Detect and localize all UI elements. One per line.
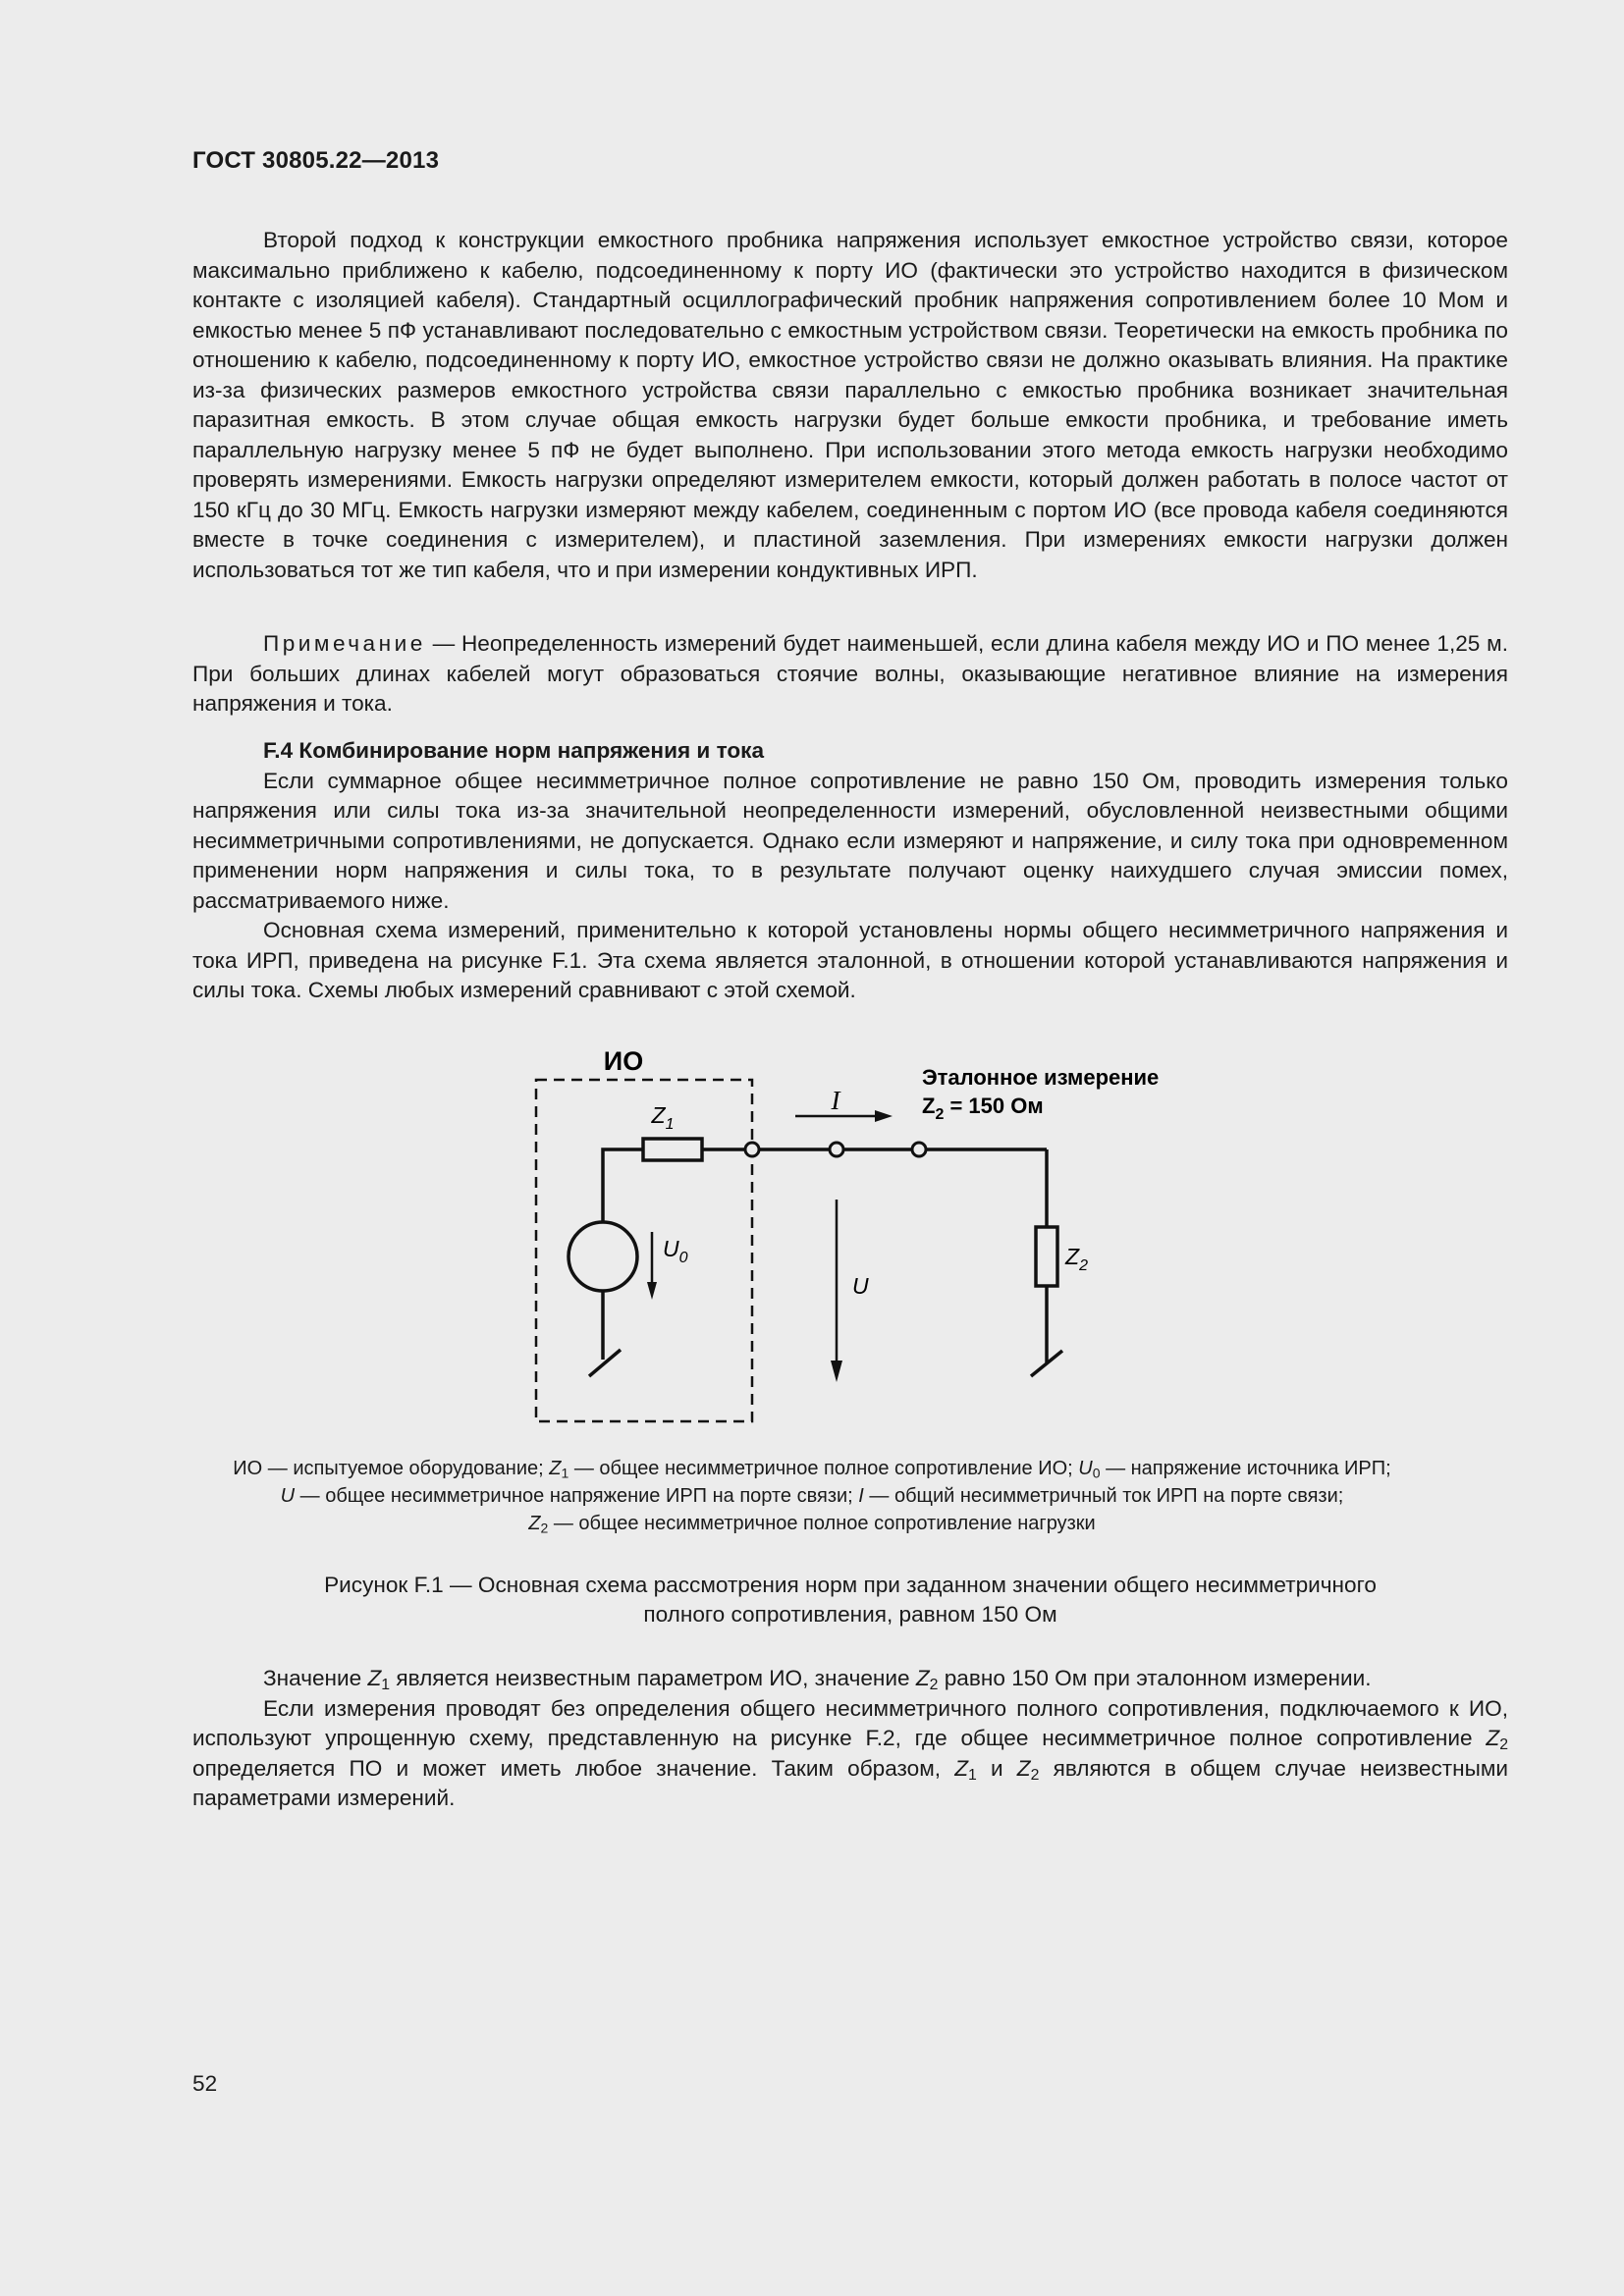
source-wire <box>603 1149 643 1222</box>
document-header: ГОСТ 30805.22—2013 <box>192 147 440 174</box>
note-label: Примечание <box>263 631 426 656</box>
note-text: — Неопределенность измерений будет наименьшей, если длина кабеля между ИО и ПО менее 1,25 м. При больших длинах кабелей могут образоваться стоячие волны, оказывающие негативное влияние на измерения напряжения и тока. <box>192 631 1508 716</box>
legend-line-1: ИО — испытуемое оборудование; $Z_1$ — общее несимметричное полное сопротивление ИО; $U_0$ — напряжение источника ИРП; <box>233 1458 1391 1481</box>
section-paragraph-1: Если суммарное общее несимметричное полное сопротивление не равно 150 Ом, проводить измерения только напряжения или силы тока из-за значительной неопределенности измерений, обусловленной неизвестными общими несимметричными сопротивлениями, не допускается. Однако если измеряют и напряжение, и силу тока при одновременном применении норм напряжения и силы тока, то в результате получают оценку наихудшего случая эмиссии помех, рассматриваемого ниже. <box>192 768 1508 913</box>
section-paragraph-2: Основная схема измерений, применительно к которой установлены нормы общего несимметричного напряжения и тока ИРП, приведена на рисунке F.1. Эта схема является эталонной, в отношении которой устанавливаются напряжения и силы тока. Схемы любых измерений сравнивают с этой схемой. <box>192 918 1508 1002</box>
circuit-diagram <box>0 1031 1624 1443</box>
section-f4 <box>192 736 1508 1006</box>
node-terminal-1 <box>830 1143 843 1156</box>
paragraph-capacitive-probe: Второй подход к конструкции емкостного пробника напряжения использует емкостное устройство связи, которое максимально приближено к кабелю, подсоединенному к порту ИО (фактически это устройство находится в физическом контакте с изоляцией кабеля). Стандартный осциллографический пробник напряжения сопротивлением более 10 Мом и емкостью менее 5 пФ устанавливают последовательно с емкостным устройством связи. Теоретически на емкость пробника по отношению к кабелю, подсоединенному к порту ИО, емкостное устройство связи не должно оказывать влияния. На практике из-за физических размеров емкостного устройства связи параллельно с емкостью пробника возникает значительная паразитная емкость. В этом случае общая емкость нагрузки будет больше емкости пробника, и требование иметь параллельную нагрузку менее 5 пФ не будет выполнено. При использовании этого метода емкость нагрузки необходимо проверять измерениями. Емкость нагрузки определяют измерителем емкости, который должен работать в полосе частот от 150 кГц до 30 МГц. Емкость нагрузки измеряют между кабелем, соединенным с портом ИО (все провода кабеля соединяются вместе в точке соединения с измерителем), и пластиной заземления. При измерениях емкости нагрузки должен использоваться тот же тип кабеля, что и при измерении кондуктивных ИРП. <box>192 228 1508 582</box>
z2-resistor <box>1036 1227 1057 1286</box>
closing-paragraphs <box>192 1664 1508 1814</box>
reference-value: $Z_2 = 150$ Ом <box>922 1094 1044 1123</box>
reference-title: Эталонное измерение <box>922 1065 1160 1090</box>
u0-arrowhead-icon <box>647 1282 657 1300</box>
source-ground-icon <box>589 1350 621 1376</box>
u0-label: $U_0$ <box>663 1236 688 1266</box>
figure-legend <box>147 1455 1477 1537</box>
section-title: F.4 Комбинирование норм напряжения и тока <box>263 738 765 763</box>
u-label: U <box>852 1273 869 1299</box>
eut-terminal <box>745 1143 759 1156</box>
eut-box-label: ИО <box>603 1046 644 1076</box>
u-arrowhead-icon <box>831 1361 842 1382</box>
current-label: I <box>831 1086 840 1115</box>
closing-paragraph-2: Если измерения проводят без определения общего несимметричного полного сопротивления, подключаемого к ИО, используют упрощенную схему, представленную на рисунке F.2, где общее несимметричное полное сопротивление $Z_2$ определяется ПО и может иметь любое значение. Таким образом, $Z_1$ и $Z_2$ являются в общем случае неизвестными параметрами измерений. <box>192 1695 1508 1810</box>
closing-paragraph-1: Значение $Z_1$ является неизвестным параметром ИО, значение $Z_2$ равно 150 Ом при эталонном измерении. <box>263 1666 1372 1693</box>
z2-label: $Z_2$ <box>1065 1244 1088 1274</box>
z1-label: $Z_1$ <box>651 1102 675 1133</box>
node-terminal-2 <box>912 1143 926 1156</box>
z1-resistor <box>643 1139 702 1160</box>
page-number: 52 <box>192 2071 218 2096</box>
legend-line-2: U — общее несимметричное напряжение ИРП на порте связи; I — общий несимметричный ток ИРП на порте связи; <box>280 1485 1344 1507</box>
current-arrowhead-icon <box>875 1110 893 1122</box>
voltage-source <box>568 1222 637 1291</box>
legend-line-3: $Z_2$ — общее несимметричное полное сопротивление нагрузки <box>528 1513 1096 1536</box>
note-paragraph <box>192 629 1508 720</box>
figure-caption: Рисунок F.1 — Основная схема рассмотрения норм при заданном значении общего несимметричного полного сопротивления, равном 150 Ом <box>324 1573 1377 1627</box>
